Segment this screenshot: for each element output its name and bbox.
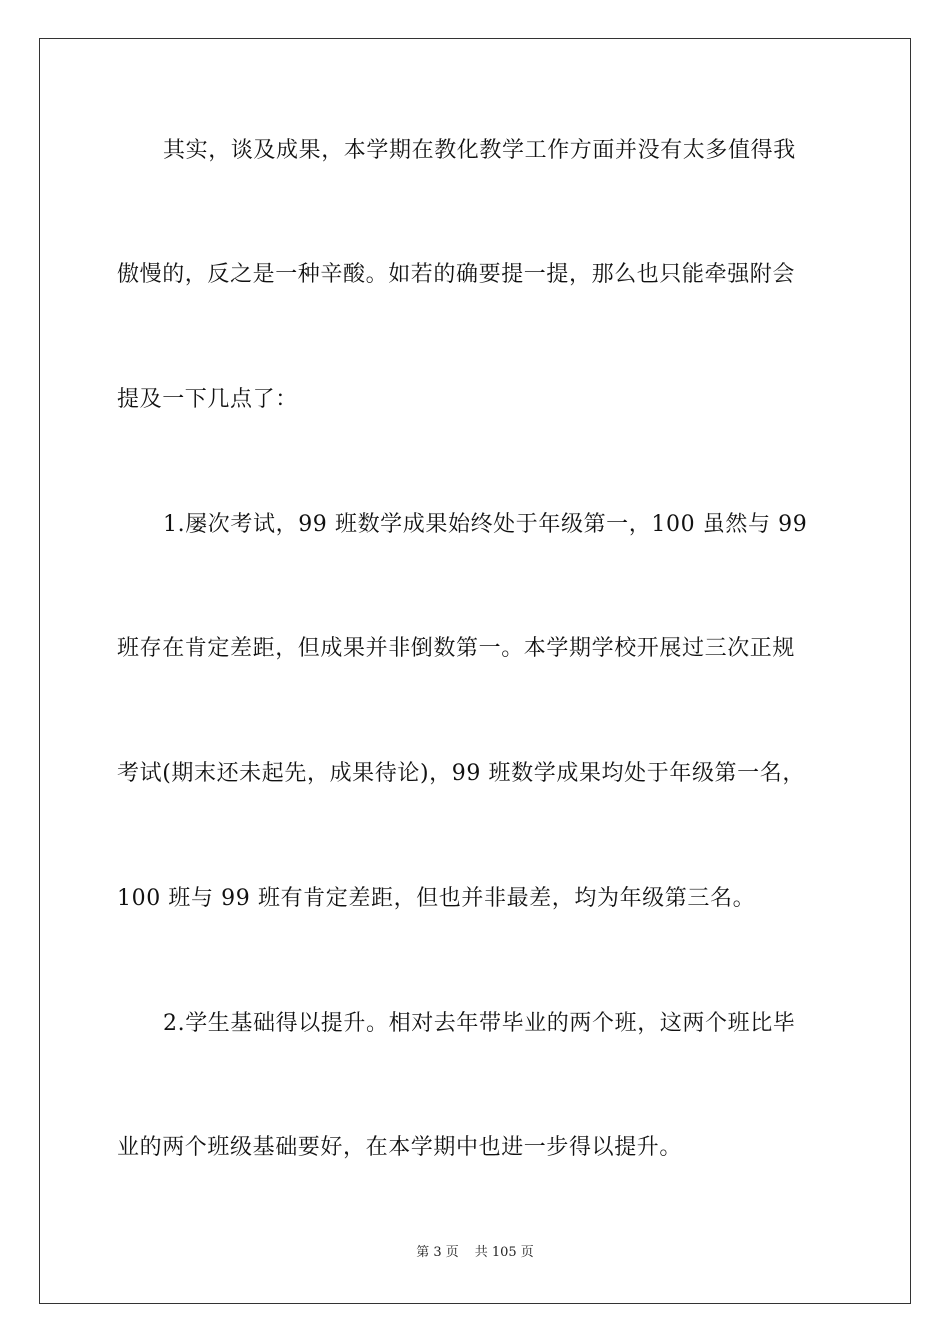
paragraph-1-line-1: 其实，谈及成果，本学期在教化教学工作方面并没有太多值得我 [163, 138, 796, 163]
paragraph-2-line-3: 考试(期末还未起先，成果待论)，99 班数学成果均处于年级第一名， [117, 761, 805, 786]
paragraph-2-line-2: 班存在肯定差距，但成果并非倒数第一。本学期学校开展过三次正规 [117, 636, 796, 661]
paragraph-1-line-2: 傲慢的，反之是一种辛酸。如若的确要提一提，那么也只能牵强附会 [117, 262, 796, 287]
paragraph-3-line-1: 2.学生基础得以提升。相对去年带毕业的两个班，这两个班比毕 [163, 1011, 796, 1036]
page-total: 共 105 页 [474, 1245, 534, 1260]
paragraph-2-line-4: 100 班与 99 班有肯定差距，但也并非最差，均为年级第三名。 [117, 886, 756, 911]
paragraph-2-line-1: 1.屡次考试，99 班数学成果始终处于年级第一，100 虽然与 99 [163, 512, 808, 537]
page-border [39, 38, 911, 1304]
page-number: 第 3 页 [416, 1245, 459, 1260]
paragraph-1-line-3: 提及一下几点了： [117, 387, 298, 412]
paragraph-3-line-2: 业的两个班级基础要好，在本学期中也进一步得以提升。 [117, 1135, 683, 1160]
page-footer [0, 1244, 950, 1262]
